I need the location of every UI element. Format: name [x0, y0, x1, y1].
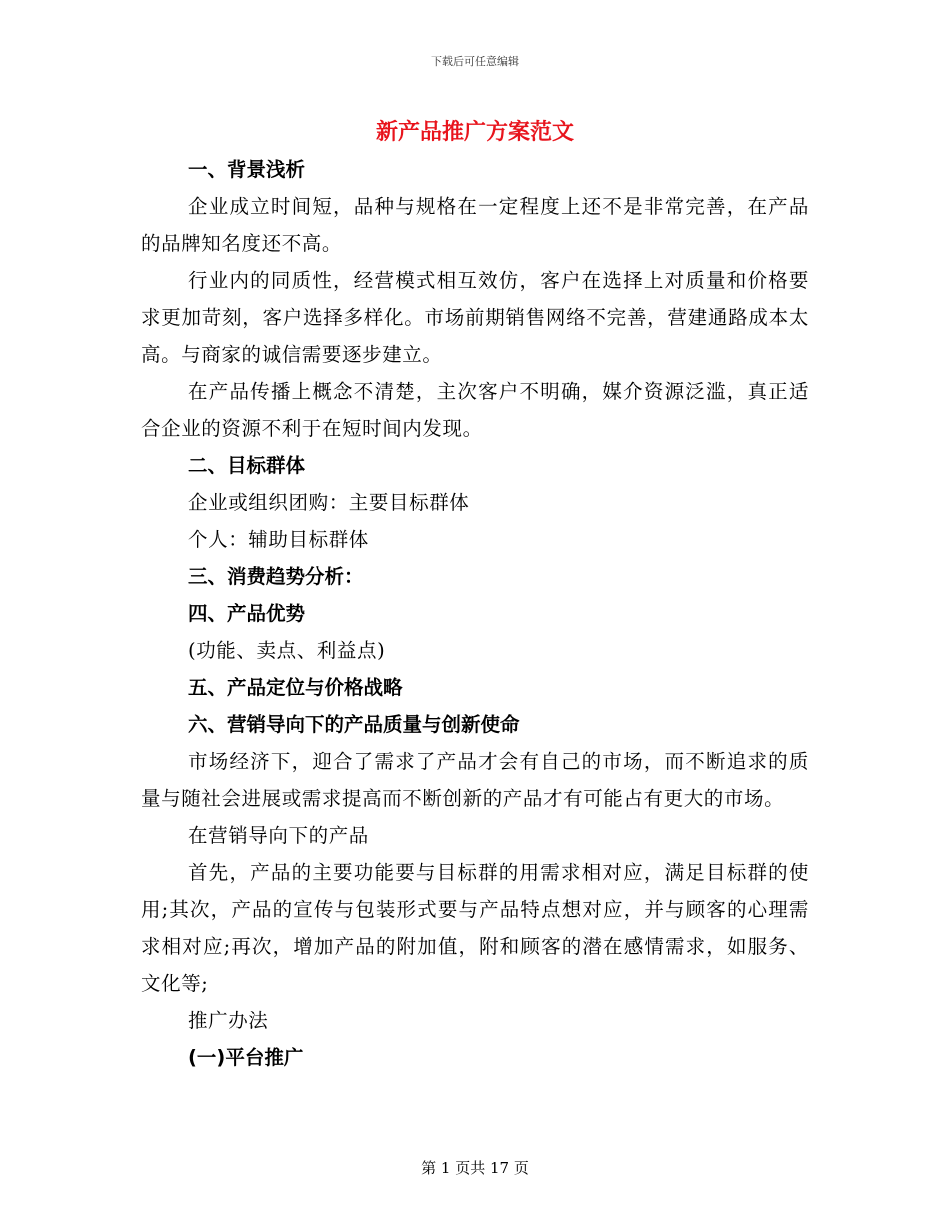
section-heading-platform-promotion: (一)平台推广: [188, 1046, 304, 1069]
page-header: 下载后可任意编辑: [431, 55, 519, 68]
document-body: [141, 151, 809, 1076]
section-heading-positioning-pricing: 五、产品定位与价格战略: [188, 676, 403, 699]
section-heading-product-advantage: 四、产品优势: [188, 602, 306, 625]
paragraph: 在产品传播上概念不清楚，主次客户不明确，媒介资源泛滥，真正适合企业的资源不利于在短时间内发现。: [141, 380, 809, 440]
paragraph: 首先，产品的主要功能要与目标群的用需求相对应，满足目标群的使用;其次，产品的宣传与包装形式要与产品特点想对应，并与顾客的心理需求相对应;再次，增加产品的附加值，附和顾客的潜在感情需求，如服务、文化等;: [141, 861, 809, 995]
paragraph: 市场经济下，迎合了需求了产品才会有自己的市场，而不断追求的质量与随社会进展或需求提高而不断创新的产品才有可能占有更大的市场。: [141, 750, 809, 810]
section-heading-target-group: 二、目标群体: [188, 454, 306, 477]
paragraph: 企业成立时间短，品种与规格在一定程度上还不是非常完善，在产品的品牌知名度还不高。: [141, 195, 809, 255]
section-heading-quality-innovation: 六、营销导向下的产品质量与创新使命: [188, 713, 520, 736]
paragraph: 推广办法: [188, 1009, 269, 1032]
paragraph: 个人：辅助目标群体: [188, 528, 369, 551]
paragraph: 行业内的同质性，经营模式相互效仿，客户在选择上对质量和价格要求更加苛刻，客户选择多样化。市场前期销售网络不完善，营建通路成本太高。与商家的诚信需要逐步建立。: [141, 269, 809, 366]
paragraph: (功能、卖点、利益点): [188, 639, 386, 662]
section-heading-consumption-trend: 三、消费趋势分析：: [188, 565, 364, 588]
paragraph: 在营销导向下的产品: [188, 824, 369, 847]
document-title: 新产品推广方案范文: [375, 120, 574, 145]
paragraph: 企业或组织团购：主要目标群体: [188, 491, 470, 514]
section-heading-background: 一、背景浅析: [188, 158, 306, 181]
page-footer: 第 1 页共 17 页: [421, 1159, 529, 1177]
